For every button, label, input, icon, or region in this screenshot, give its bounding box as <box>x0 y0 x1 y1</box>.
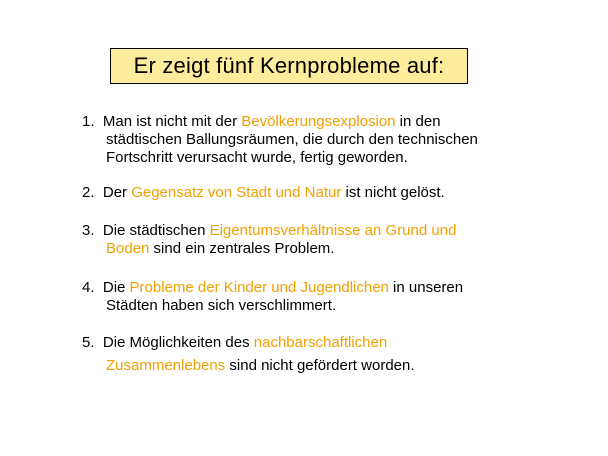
highlighted-term: Gegensatz von Stadt und Natur <box>131 184 342 201</box>
highlighted-term: Eigentumsverhältnisse an Grund und <box>209 222 457 239</box>
item-number: 5. <box>82 334 95 351</box>
highlighted-term: Probleme der Kinder und Jugendlichen <box>129 279 389 296</box>
list-item-3-line-1 <box>82 222 456 240</box>
highlighted-term: Zusammenlebens <box>106 357 226 374</box>
list-item-2 <box>82 184 445 202</box>
highlighted-term: nachbarschaftlichen <box>253 334 388 351</box>
list-item-3-line-2 <box>82 240 456 258</box>
list-item-5-line-1 <box>82 331 415 354</box>
list-item-1 <box>82 113 478 167</box>
item-text: Die Möglichkeiten des <box>102 334 254 351</box>
slide-title: Er zeigt fünf Kernprobleme auf: <box>133 53 445 78</box>
list-item-5-line-2 <box>82 354 415 377</box>
list-item-4-line-1 <box>82 279 463 297</box>
list-item-1-line-1 <box>82 113 478 131</box>
highlighted-term: Bevölkerungsexplosion <box>241 113 396 130</box>
item-number: 1. <box>82 113 95 130</box>
item-text: sind nicht gefördert worden. <box>225 357 415 374</box>
item-number: 4. <box>82 279 95 296</box>
item-text: Fortschritt verursacht wurde, fertig geworden. <box>106 149 408 166</box>
item-text: Die <box>102 279 130 296</box>
item-text: sind ein zentrales Problem. <box>149 240 335 257</box>
item-text: ist nicht gelöst. <box>341 184 445 201</box>
item-text: städtischen Ballungsräumen, die durch den technischen <box>106 131 478 148</box>
list-item-5 <box>82 331 415 377</box>
highlighted-term: Boden <box>106 240 150 257</box>
item-text: in unseren <box>388 279 464 296</box>
list-item-3 <box>82 222 456 258</box>
item-text: Die städtischen <box>102 222 210 239</box>
item-number: 3. <box>82 222 95 239</box>
item-text: in den <box>395 113 441 130</box>
item-text: Der <box>102 184 132 201</box>
item-text: Städten haben sich verschlimmert. <box>106 297 337 314</box>
list-item-2-line-1 <box>82 184 445 202</box>
list-item-4 <box>82 279 463 315</box>
item-text: Man ist nicht mit der <box>102 113 242 130</box>
title-box <box>110 48 468 84</box>
item-number: 2. <box>82 184 95 201</box>
